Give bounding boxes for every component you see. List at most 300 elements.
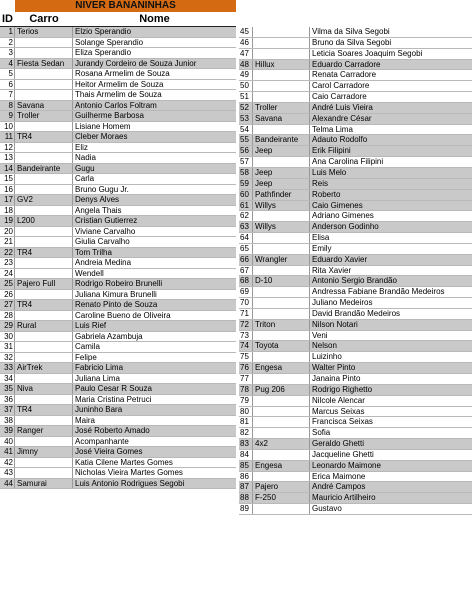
sheet-title: NIVER BANANINHAS (15, 0, 236, 12)
row-car (15, 269, 73, 279)
table-row (239, 201, 472, 212)
row-id: 57 (239, 157, 253, 167)
table-row (0, 185, 236, 196)
row-name: Luis Rief (75, 321, 107, 330)
row-name: Gugu (75, 163, 95, 173)
row-name: Katia Cilene Martes Gomes (75, 457, 173, 467)
table-row (0, 437, 236, 448)
row-id: 58 (239, 168, 253, 178)
row-id: 44 (0, 479, 15, 489)
table-row (0, 468, 236, 479)
header-name: Nome (139, 13, 170, 25)
row-id: 70 (239, 298, 253, 308)
table-row (239, 396, 472, 407)
row-id: 67 (239, 266, 253, 276)
row-name: Veni (312, 330, 328, 340)
row-name: Rosana Armelim de Souza (75, 69, 170, 78)
row-id: 16 (0, 185, 15, 195)
row-id: 39 (0, 426, 15, 436)
row-name: Giulia Carvalho (75, 237, 130, 246)
row-car: TR4 (15, 132, 73, 142)
row-name: Juliana Lima (75, 373, 120, 383)
row-car (15, 468, 73, 478)
row-car (15, 395, 73, 405)
row-car (15, 90, 73, 100)
row-car (253, 331, 310, 341)
row-id: 12 (0, 143, 15, 153)
row-id: 49 (239, 70, 253, 80)
row-name: José Roberto Amado (75, 426, 150, 435)
row-id: 50 (239, 81, 253, 91)
row-id: 9 (0, 111, 15, 121)
row-name: Rodrigo Righetto (312, 384, 373, 394)
row-car: TR4 (15, 248, 73, 258)
row-name: Felipe (75, 352, 97, 362)
row-car (253, 233, 310, 243)
row-name: Erik Filipini (312, 146, 351, 156)
row-car (253, 309, 310, 319)
row-car: Jeep (253, 179, 310, 189)
row-car (253, 244, 310, 254)
row-id: 3 (0, 48, 15, 58)
table-row (239, 450, 472, 461)
row-car: Savana (253, 114, 310, 124)
row-car: Engesa (253, 461, 310, 471)
table-row (0, 426, 236, 437)
row-car: AirTrek (15, 363, 73, 373)
row-car (253, 81, 310, 91)
row-id: 18 (0, 206, 15, 216)
table-row (0, 122, 236, 133)
row-id: 61 (239, 201, 253, 211)
row-name: Nadia (75, 153, 96, 162)
left-table (0, 0, 236, 489)
table-row (0, 395, 236, 406)
row-name: Rita Xavier (312, 265, 352, 275)
table-row (239, 428, 472, 439)
row-name: Maira (75, 415, 96, 425)
row-id: 74 (239, 341, 253, 351)
row-id: 73 (239, 331, 253, 341)
table-row (0, 321, 236, 332)
table-row (239, 385, 472, 396)
table-row (239, 407, 472, 418)
row-id: 89 (239, 504, 253, 514)
row-car (253, 407, 310, 417)
row-car: TR4 (15, 300, 73, 310)
table-row (0, 90, 236, 101)
row-car (15, 174, 73, 184)
table-row (239, 38, 472, 49)
table-row (239, 179, 472, 190)
row-id: 6 (0, 80, 15, 90)
row-id: 86 (239, 472, 253, 482)
row-name: Renata Carradore (312, 70, 377, 80)
table-row (0, 248, 236, 259)
row-id: 25 (0, 279, 15, 289)
row-name: André Campos (312, 482, 366, 492)
table-row (0, 363, 236, 374)
row-id: 72 (239, 320, 253, 330)
row-name: Caio Gimenes (312, 200, 363, 210)
table-row (239, 146, 472, 157)
table-row (239, 70, 472, 81)
row-car: Wrangler (253, 255, 310, 265)
row-name: Eduardo Carradore (312, 59, 381, 69)
table-row (0, 290, 236, 301)
row-id: 37 (0, 405, 15, 415)
row-name: Renato Pinto de Souza (75, 300, 158, 309)
row-car: Bandeirante (15, 164, 73, 174)
row-name: Denys Alves (75, 195, 120, 204)
row-car (253, 70, 310, 80)
row-car (253, 417, 310, 427)
table-row (0, 479, 236, 490)
row-id: 65 (239, 244, 253, 254)
row-id: 63 (239, 222, 253, 232)
table-row (0, 258, 236, 269)
left-rows (0, 27, 236, 489)
table-row (0, 164, 236, 175)
table-row (239, 331, 472, 342)
row-id: 54 (239, 125, 253, 135)
row-name: Caroline Bueno de Oliveira (75, 310, 171, 320)
table-row (0, 416, 236, 427)
table-row (239, 482, 472, 493)
row-car: Jeep (253, 146, 310, 156)
row-id: 31 (0, 342, 15, 352)
row-name: Leticia Soares Joaquim Segobi (312, 48, 423, 58)
row-name: José Vieira Gomes (75, 447, 143, 456)
row-id: 32 (0, 353, 15, 363)
row-id: 20 (0, 227, 15, 237)
row-name: Luis Antonio Rodrigues Segobi (75, 478, 185, 488)
row-name: Acompanhante (75, 436, 129, 446)
row-id: 22 (0, 248, 15, 258)
row-id: 24 (0, 269, 15, 279)
table-row (0, 216, 236, 227)
row-name: Antonio Carlos Foltram (75, 100, 157, 110)
row-car: Triton (253, 320, 310, 330)
row-car: Willys (253, 201, 310, 211)
row-name: Juliano Medeiros (312, 298, 373, 308)
header-id: ID (2, 13, 13, 25)
table-row (0, 300, 236, 311)
row-id: 21 (0, 237, 15, 247)
row-name: Nelson (312, 341, 337, 351)
row-car (15, 153, 73, 163)
table-row (0, 80, 236, 91)
row-car: Jimny (15, 447, 73, 457)
table-row (239, 320, 472, 331)
row-car (15, 416, 73, 426)
row-id: 81 (239, 417, 253, 427)
row-name: David Brandão Medeiros (312, 308, 401, 318)
row-id: 80 (239, 407, 253, 417)
row-name: Nilcole Alencar (312, 395, 365, 405)
row-name: Carla (75, 174, 95, 183)
row-car (253, 211, 310, 221)
table-row (0, 101, 236, 112)
row-name: Andreia Medina (75, 258, 132, 267)
row-id: 23 (0, 258, 15, 268)
table-row (0, 48, 236, 59)
table-row (0, 279, 236, 290)
table-row (0, 153, 236, 164)
row-car (253, 287, 310, 297)
row-id: 15 (0, 174, 15, 184)
row-id: 68 (239, 276, 253, 286)
row-name: Maria Cristina Petruci (75, 394, 152, 404)
row-name: Nilson Notari (312, 319, 358, 329)
row-id: 53 (239, 114, 253, 124)
row-car (15, 237, 73, 247)
row-car: Pajero Full (15, 279, 73, 289)
table-row (239, 114, 472, 125)
row-car (253, 352, 310, 362)
row-id: 29 (0, 321, 15, 331)
row-name: Angela Thais (75, 205, 122, 215)
row-name: Alexandre César (312, 113, 372, 123)
row-id: 42 (0, 458, 15, 468)
table-row (0, 227, 236, 238)
row-car: Hillux (253, 60, 310, 70)
row-id: 69 (239, 287, 253, 297)
table-row (239, 439, 472, 450)
row-id: 43 (0, 468, 15, 478)
row-id: 27 (0, 300, 15, 310)
row-car (253, 27, 310, 37)
table-row (0, 374, 236, 385)
table-row (239, 27, 472, 38)
row-car: Niva (15, 384, 73, 394)
row-id: 75 (239, 352, 253, 362)
table-row (0, 237, 236, 248)
row-name: Geraldo Ghetti (312, 439, 365, 449)
row-car: TR4 (15, 405, 73, 415)
row-id: 76 (239, 363, 253, 373)
row-car: Bandeirante (253, 135, 310, 145)
table-row (0, 332, 236, 343)
row-name: Thais Armelim de Souza (75, 90, 162, 99)
table-row (0, 111, 236, 122)
row-name: Viviane Carvalho (75, 226, 136, 236)
row-name: Bruno Gugu Jr. (75, 184, 129, 194)
table-row (239, 493, 472, 504)
row-car: L200 (15, 216, 73, 226)
row-car: Savana (15, 101, 73, 111)
row-id: 1 (0, 27, 15, 37)
row-id: 41 (0, 447, 15, 457)
row-name: Juninho Bara (75, 405, 123, 414)
row-name: Leonardo Maimone (312, 460, 381, 470)
row-id: 14 (0, 164, 15, 174)
row-name: Solange Sperandio (75, 37, 144, 47)
table-row (0, 143, 236, 154)
row-car (15, 80, 73, 90)
row-id: 83 (239, 439, 253, 449)
table-row (0, 458, 236, 469)
row-name: Jurandy Cordeiro de Souza Junior (75, 58, 197, 68)
row-id: 59 (239, 179, 253, 189)
row-car: Terios (15, 27, 73, 37)
row-id: 38 (0, 416, 15, 426)
table-row (239, 168, 472, 179)
row-id: 51 (239, 92, 253, 102)
table-row (239, 461, 472, 472)
table-row (0, 69, 236, 80)
row-name: Eduardo Xavier (312, 254, 368, 264)
table-row (0, 353, 236, 364)
table-row (0, 311, 236, 322)
table-row (0, 27, 236, 38)
row-name: Luis Melo (312, 167, 347, 177)
table-row (239, 244, 472, 255)
row-car: Samurai (15, 479, 73, 489)
row-id: 11 (0, 132, 15, 142)
row-name: Adriano Gimenes (312, 211, 374, 221)
table-row (239, 92, 472, 103)
row-id: 40 (0, 437, 15, 447)
row-name: Jacqueline Ghetti (312, 449, 374, 459)
row-car (253, 266, 310, 276)
row-name: Eliz (75, 142, 88, 152)
table-row (239, 135, 472, 146)
row-name: Antonio Sergio Brandão (312, 276, 397, 286)
row-car (253, 92, 310, 102)
row-car (253, 125, 310, 135)
table-row (239, 472, 472, 483)
table-row (239, 49, 472, 60)
table-row (239, 363, 472, 374)
row-car (15, 374, 73, 384)
row-id: 71 (239, 309, 253, 319)
row-car (15, 290, 73, 300)
table-row (239, 81, 472, 92)
table-row (0, 206, 236, 217)
row-id: 78 (239, 385, 253, 395)
row-car: 4x2 (253, 439, 310, 449)
row-name: Janaina Pinto (312, 374, 361, 383)
table-row (239, 276, 472, 287)
row-name: Marcus Seixas (312, 406, 365, 416)
row-name: Tom Trilha (75, 247, 112, 257)
row-car (15, 38, 73, 48)
row-name: Wendell (75, 268, 104, 278)
table-row (239, 190, 472, 201)
row-name: Rodrigo Robeiro Brunelli (75, 279, 163, 288)
row-id: 64 (239, 233, 253, 243)
table-row (239, 287, 472, 298)
row-car (253, 450, 310, 460)
row-name: Carol Carradore (312, 81, 370, 91)
row-car (15, 185, 73, 195)
row-name: Heitor Armelim de Souza (75, 79, 164, 89)
row-id: 85 (239, 461, 253, 471)
row-name: Gabriela Azambuja (75, 331, 143, 341)
table-row (239, 341, 472, 352)
row-id: 17 (0, 195, 15, 205)
row-name: Nicholas Vieira Martes Gomes (75, 468, 183, 477)
row-car (253, 396, 310, 406)
row-car (15, 48, 73, 58)
row-id: 35 (0, 384, 15, 394)
row-car (15, 206, 73, 216)
row-car (15, 332, 73, 342)
row-id: 36 (0, 395, 15, 405)
table-row (239, 352, 472, 363)
row-car: Troller (253, 103, 310, 113)
row-car: F-250 (253, 493, 310, 503)
row-name: Sofia (312, 428, 331, 438)
table-header (0, 12, 236, 27)
row-car: Pathfinder (253, 190, 310, 200)
row-car (253, 38, 310, 48)
row-id: 87 (239, 482, 253, 492)
row-name: Caio Carradore (312, 92, 367, 102)
row-name: Reis (312, 178, 329, 188)
right-rows (239, 27, 472, 515)
row-name: André Luis Vieira (312, 102, 373, 112)
row-id: 4 (0, 59, 15, 69)
row-car (253, 374, 310, 384)
row-name: Camila (75, 342, 100, 351)
header-car: Carro (29, 13, 59, 25)
table-row (0, 195, 236, 206)
table-row (0, 174, 236, 185)
table-row (0, 38, 236, 49)
row-car: Fiesta Sedan (15, 59, 73, 69)
row-car (15, 258, 73, 268)
row-car (15, 227, 73, 237)
table-row (0, 405, 236, 416)
row-name: Luizinho (312, 352, 342, 362)
row-name: Juliana Kimura Brunelli (75, 289, 157, 299)
table-row (239, 417, 472, 428)
row-car (15, 69, 73, 79)
row-name: Erica Maimone (312, 471, 366, 481)
row-id: 2 (0, 38, 15, 48)
row-name: Paulo Cesar R Souza (75, 384, 152, 393)
row-car (15, 437, 73, 447)
table-row (0, 447, 236, 458)
row-car (15, 143, 73, 153)
row-id: 13 (0, 153, 15, 163)
row-id: 5 (0, 69, 15, 79)
row-id: 77 (239, 374, 253, 384)
row-id: 47 (239, 49, 253, 59)
row-car (15, 342, 73, 352)
row-name: Elisa (312, 233, 330, 243)
row-car (253, 504, 310, 514)
row-id: 62 (239, 211, 253, 221)
row-car (253, 472, 310, 482)
row-name: Telma Lima (312, 124, 353, 134)
table-row (239, 374, 472, 385)
row-id: 10 (0, 122, 15, 132)
row-name: Roberto (312, 189, 341, 199)
table-row (0, 342, 236, 353)
row-name: Francisca Seixas (312, 417, 373, 427)
row-id: 60 (239, 190, 253, 200)
row-id: 79 (239, 396, 253, 406)
row-car: Ranger (15, 426, 73, 436)
table-row (239, 298, 472, 309)
row-name: Guilherme Barbosa (75, 111, 144, 120)
row-name: Bruno da Silva Segobi (312, 37, 392, 47)
row-id: 88 (239, 493, 253, 503)
row-id: 19 (0, 216, 15, 226)
